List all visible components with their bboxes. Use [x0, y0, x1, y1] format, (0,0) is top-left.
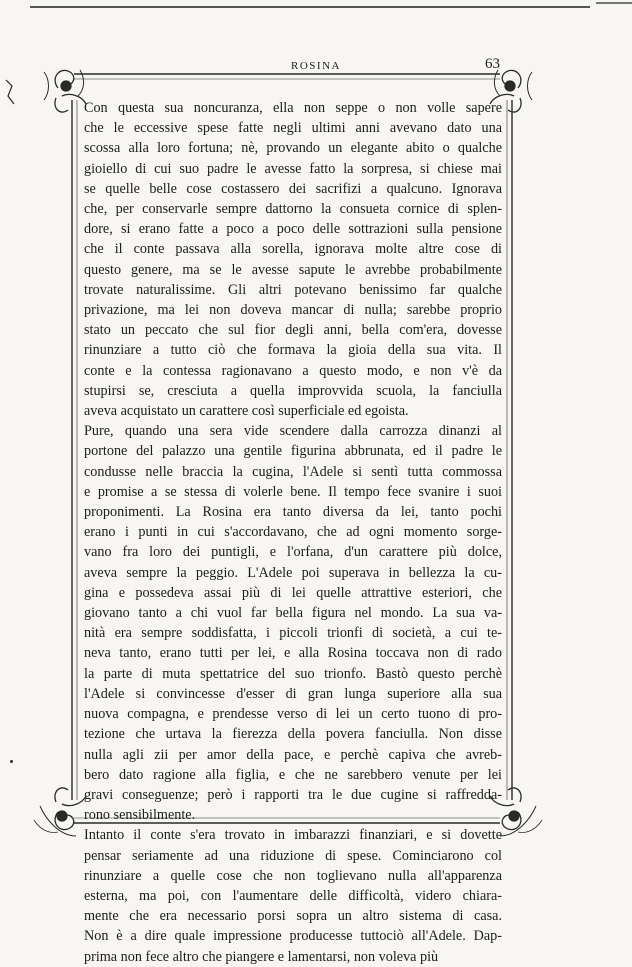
text-line: dore, si erano fatte a poco a poco delle sottrazioni sulla pensione [84, 221, 502, 238]
text-line: rinunziare a tutto ciò che formava la gioia della sua vita. Il [84, 342, 502, 359]
scroll-flourish-icon-bottom-left [34, 788, 86, 836]
text-line: la parte di muta spettatrice del suo trionfo. Bastò questo perchè [84, 665, 502, 682]
text-line: gioiello di cui suo padre le avesse fatto la sorpresa, si chiese mai [84, 160, 502, 177]
text-line: gravi conseguenze; però i rapporti tra le due cugine si raffredda- [84, 786, 502, 803]
text-line: stato un peccato che sul fior degli anni, bella com'era, dovesse [84, 322, 502, 339]
margin-mark-icon [6, 80, 14, 104]
text-line: neva tanto, erano tutti per lei, e alla Rosina toccava non di rado [84, 645, 502, 662]
margin-dot [10, 760, 13, 763]
text-line: portone del palazzo una gentile figurina abbrunata, ed il padre le [84, 443, 502, 460]
text-line: rinunziare a quelle cose che non toglievano nulla all'apparenza [84, 867, 502, 884]
text-line: proponimenti. La Rosina era tanto diversa da lei, tanto pochi [84, 504, 502, 521]
text-line: privazione, ma lei non doveva mancar di nulla; sarebbe proprio [84, 302, 502, 319]
text-line: giovano tanto a chi vuol far bella figura nel mondo. La sua va- [84, 605, 502, 622]
text-line: condusse nelle braccia la cugina, l'Adele si sentì tutta commossa [84, 463, 502, 480]
text-line: se quelle belle cose costassero dei sacrifizi a qualcuno. Ignorava [84, 180, 502, 197]
scroll-flourish-icon-top-left [44, 70, 86, 112]
page-number: 63 [485, 56, 500, 72]
text-line: prima non fece altro che piangere e lamentarsi, non voleva più [84, 948, 439, 965]
text-line: che il conte passava alla sorella, ignorava molte altre cose di [84, 241, 502, 258]
text-line: aveva sempre la peggio. L'Adele poi superava in bellezza la cu- [84, 564, 502, 581]
text-line: conte e la contessa ragionavano a questo modo, e non v'è da [84, 362, 502, 379]
text-line: Pure, quando una sera vide scendere dalla carrozza dinanzi al [84, 423, 502, 440]
text-line: erano i punti in cui s'accordavano, che ad ogni momento sorge- [84, 524, 502, 541]
text-line: che, per conservarle sempre dattorno la consueta cornice di splen- [84, 201, 502, 218]
paragraph [84, 421, 502, 825]
text-line: che le eccessive spese fatte negli ultimi anni avevano dato una [84, 120, 502, 137]
paragraph [84, 98, 502, 421]
text-line: scossa alla loro fortuna; nè, provando un elegante abito o qualche [84, 140, 502, 157]
text-line: tezione che urtava la fierezza della povera fanciulla. Non disse [84, 726, 502, 743]
text-line: Con questa sua noncuranza, ella non seppe o non volle sapere [84, 100, 502, 116]
text-line: e promise a se stessa di volerle bene. Il tempo fece svanire i suoi [84, 483, 502, 500]
text-line: vano fra loro dei puntigli, e l'orfana, d'un carattere più dolce, [84, 544, 502, 561]
running-header-title: ROSINA [291, 60, 341, 72]
text-line: gina e possedeva assai più di lei quelle attrattive esteriori, che [84, 584, 502, 601]
text-line: esterna, ma poi, con l'aumentare delle difficoltà, videro chiara- [84, 887, 502, 904]
paragraph [84, 825, 502, 966]
text-line: nità era sempre soddisfatta, i piccoli trionfi di società, a cui te- [84, 625, 502, 642]
text-line: bero dato ragione alla figlia, e che ne sarebbero venute per lei [84, 766, 502, 783]
text-line: Non è a dire quale impressione producesse tuttociò all'Adele. Dap- [84, 928, 502, 945]
text-line: pensar seriamente ad una riduzione di spese. Cominciarono col [84, 847, 502, 864]
text-line: trovate naturalissime. Gli altri potevano benissimo far qualche [84, 281, 502, 298]
text-line: stupirsi se, cresciuta a quella improvvida scuola, la fanciulla [84, 382, 502, 399]
text-line: questo genere, ma se le avesse sapute le avrebbe probabilmente [84, 261, 502, 278]
body-text [84, 98, 502, 967]
text-line: Intanto il conte s'era trovato in imbarazzi finanziari, e si dovette [84, 827, 502, 844]
text-line: nulla agli zii per amor della pace, e perchè capiva che avreb- [84, 746, 502, 763]
text-line: l'Adele si convincesse d'esser di gran lunga superiore alla sua [84, 685, 502, 702]
text-line: aveva acquistato un carattere così superficiale ed egoista. [84, 403, 409, 420]
text-line: mente che era necessario porsi sopra un altro sistema di casa. [84, 908, 502, 925]
text-line: nuova compagna, e prendesse verso di lei un certo tuono di pro- [84, 706, 502, 723]
text-line: rono sensibilmente. [84, 807, 196, 824]
